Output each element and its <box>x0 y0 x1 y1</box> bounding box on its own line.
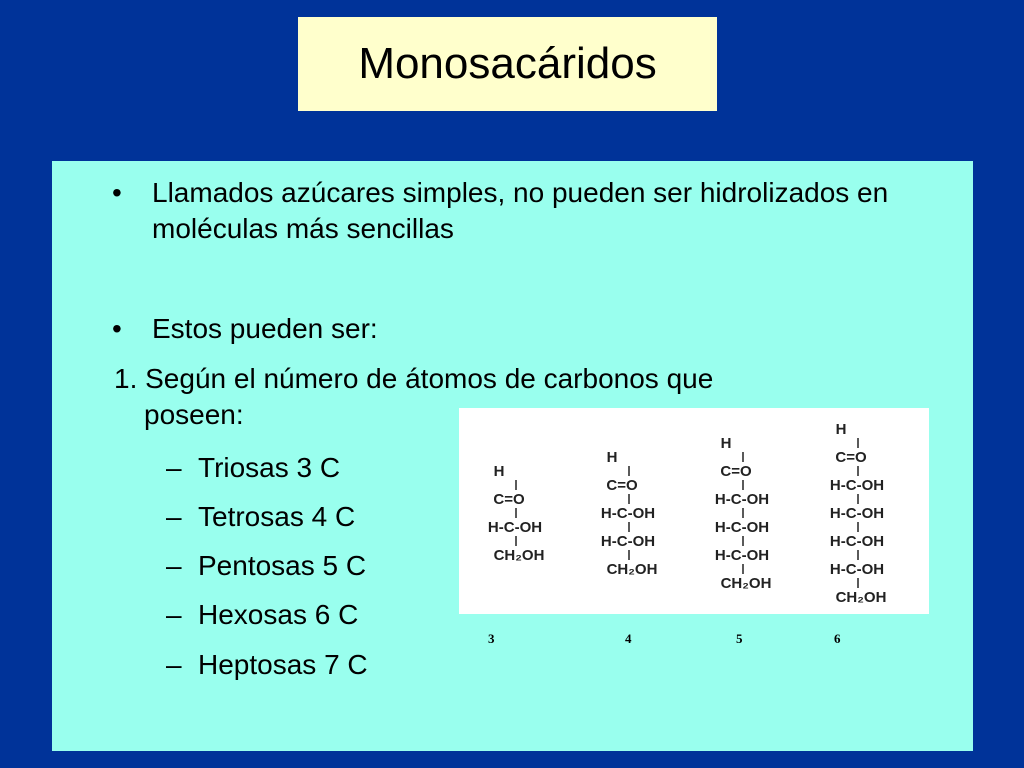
hydroxyl-carbon: H-C-OH <box>829 533 885 550</box>
aldehyde-hydrogen: H <box>720 435 732 452</box>
figure-number: 4 <box>625 631 632 646</box>
carbonyl-group: C=O <box>720 463 752 480</box>
list-item-text: Pentosas 5 C <box>198 550 367 581</box>
list-item <box>166 597 358 633</box>
hydroxyl-carbon: H-C-OH <box>714 491 770 508</box>
list-item-text: Tetrosas 4 C <box>198 501 356 532</box>
figure-number: 5 <box>736 631 743 646</box>
carbonyl-group: C=O <box>835 449 867 466</box>
bullet-item-definition <box>112 175 972 247</box>
hydroxyl-carbon: H-C-OH <box>600 533 656 550</box>
structures-figure <box>459 408 929 614</box>
list-item <box>166 499 355 535</box>
hydroxyl-carbon: H-C-OH <box>829 561 885 578</box>
aldehyde-hydrogen: H <box>493 463 505 480</box>
list-item <box>166 647 368 683</box>
bullet-text: Llamados azúcares simples, no pueden ser hidrolizados en moléculas más sencillas <box>152 177 889 244</box>
terminal-group: CH₂OH <box>493 547 545 564</box>
hydroxyl-carbon: H-C-OH <box>487 519 543 536</box>
dash-marker: – <box>166 550 182 581</box>
hydroxyl-carbon: H-C-OH <box>714 547 770 564</box>
bullet-marker: • <box>112 177 122 208</box>
bullet-marker: • <box>112 313 122 344</box>
classification-heading-line2: poseen: <box>144 399 244 430</box>
dash-marker: – <box>166 599 182 630</box>
hydroxyl-carbon: H-C-OH <box>714 519 770 536</box>
dash-marker: – <box>166 501 182 532</box>
hydroxyl-carbon: H-C-OH <box>829 505 885 522</box>
hydroxyl-carbon: H-C-OH <box>600 505 656 522</box>
list-item-text: Hexosas 6 C <box>198 599 359 630</box>
bullet-text: Estos pueden ser: <box>152 313 378 344</box>
figure-number: 3 <box>488 631 495 646</box>
terminal-group: CH₂OH <box>720 575 772 592</box>
bullet-item-types <box>112 311 1012 347</box>
list-item-text: Heptosas 7 C <box>198 649 368 680</box>
slide-title: Monosacáridos <box>358 39 657 88</box>
classification-heading-line1: 1. Según el número de átomos de carbonos que <box>114 363 714 394</box>
carbonyl-group: C=O <box>493 491 525 508</box>
title-box <box>298 17 717 111</box>
aldehyde-hydrogen: H <box>835 421 847 438</box>
list-item <box>166 450 340 486</box>
list-item-text: Triosas 3 C <box>198 452 341 483</box>
terminal-group: CH₂OH <box>835 589 887 606</box>
list-item <box>166 548 366 584</box>
aldehyde-hydrogen: H <box>606 449 618 466</box>
dash-marker: – <box>166 649 182 680</box>
structural-formulas <box>459 408 929 614</box>
hydroxyl-carbon: H-C-OH <box>829 477 885 494</box>
figure-number: 6 <box>834 631 841 646</box>
terminal-group: CH₂OH <box>606 561 658 578</box>
dash-marker: – <box>166 452 182 483</box>
carbonyl-group: C=O <box>606 477 638 494</box>
